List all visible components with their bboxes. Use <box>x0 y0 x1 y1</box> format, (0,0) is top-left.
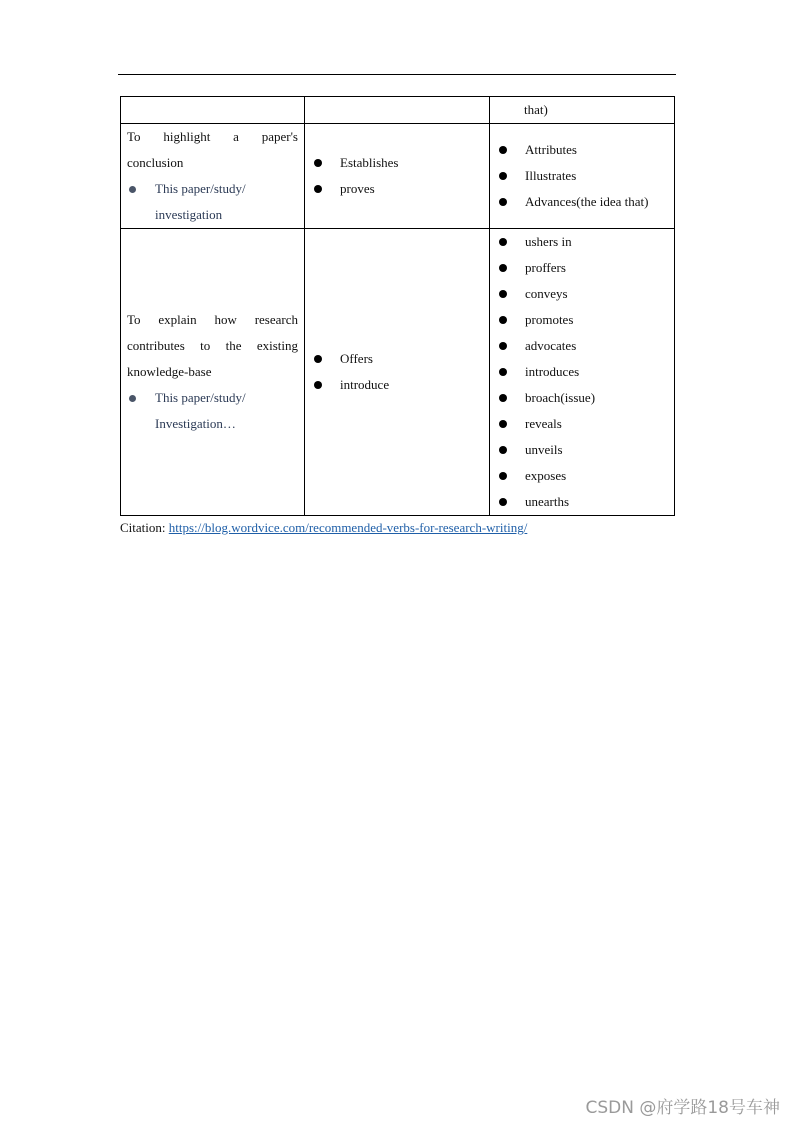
list-item: Illustrates <box>496 163 668 189</box>
bullet-icon <box>499 498 507 506</box>
subject-item <box>127 176 298 228</box>
table-row <box>121 229 675 516</box>
bullet-icon <box>499 368 507 376</box>
continued-text: that) <box>524 102 548 117</box>
list-item: exposes <box>496 463 668 489</box>
table-row <box>121 124 675 229</box>
citation-label: Citation: <box>120 520 169 535</box>
verbs-cell <box>305 229 490 516</box>
purpose-cell <box>121 229 305 516</box>
bullet-icon <box>499 198 507 206</box>
bullet-icon <box>499 446 507 454</box>
bullet-icon <box>499 420 507 428</box>
verb-list <box>496 137 668 215</box>
purpose-cell <box>121 124 305 229</box>
table-cell <box>121 97 305 124</box>
header-rule <box>118 74 676 75</box>
list-item: advocates <box>496 333 668 359</box>
list-item: unveils <box>496 437 668 463</box>
bullet-icon <box>129 186 136 193</box>
purpose-line: conclusion <box>127 155 184 170</box>
list-item: broach(issue) <box>496 385 668 411</box>
bullet-icon <box>499 342 507 350</box>
citation <box>120 519 527 537</box>
bullet-icon <box>499 394 507 402</box>
list-item: promotes <box>496 307 668 333</box>
verbs-table <box>120 96 675 516</box>
verbs-cell <box>490 124 675 229</box>
list-item: proves <box>311 176 483 202</box>
purpose-line: To explain how research <box>127 312 298 327</box>
table-row <box>121 97 675 124</box>
bullet-icon <box>499 172 507 180</box>
bullet-icon <box>314 355 322 363</box>
subject-line: investigation <box>155 207 223 222</box>
list-item: Offers <box>311 346 483 372</box>
list-item: Establishes <box>311 150 483 176</box>
verbs-cell <box>305 124 490 229</box>
bullet-icon <box>499 264 507 272</box>
list-item: reveals <box>496 411 668 437</box>
purpose-line: To highlight a paper's <box>127 129 298 144</box>
verb-list <box>496 229 668 515</box>
bullet-icon <box>499 146 507 154</box>
bullet-icon <box>499 290 507 298</box>
list-item: proffers <box>496 255 668 281</box>
bullet-icon <box>314 185 322 193</box>
bullet-icon <box>499 238 507 246</box>
watermark: CSDN @府学路18号车神 <box>585 1098 780 1118</box>
subject-line: This paper/study/ <box>155 181 246 196</box>
list-item: Advances(the idea that) <box>496 189 668 215</box>
purpose-text <box>127 124 298 176</box>
bullet-icon <box>129 395 136 402</box>
list-item: introduce <box>311 372 483 398</box>
list-item: ushers in <box>496 229 668 255</box>
bullet-icon <box>499 316 507 324</box>
bullet-icon <box>314 159 322 167</box>
list-item: unearths <box>496 489 668 515</box>
subject-item <box>127 385 298 437</box>
list-item: Attributes <box>496 137 668 163</box>
purpose-line: contributes to the existing <box>127 338 298 353</box>
table-cell <box>490 97 675 124</box>
purpose-text <box>127 307 298 385</box>
bullet-icon <box>499 472 507 480</box>
verb-list <box>311 150 483 202</box>
list-item: conveys <box>496 281 668 307</box>
list-item: introduces <box>496 359 668 385</box>
verb-list <box>311 346 483 398</box>
subject-line: This paper/study/ <box>155 390 246 405</box>
bullet-icon <box>314 381 322 389</box>
verbs-cell <box>490 229 675 516</box>
table-cell <box>305 97 490 124</box>
purpose-line: knowledge-base <box>127 364 212 379</box>
subject-line: Investigation… <box>155 416 236 431</box>
citation-link[interactable]: https://blog.wordvice.com/recommended-verbs-for-research-writing/ <box>168 520 528 535</box>
